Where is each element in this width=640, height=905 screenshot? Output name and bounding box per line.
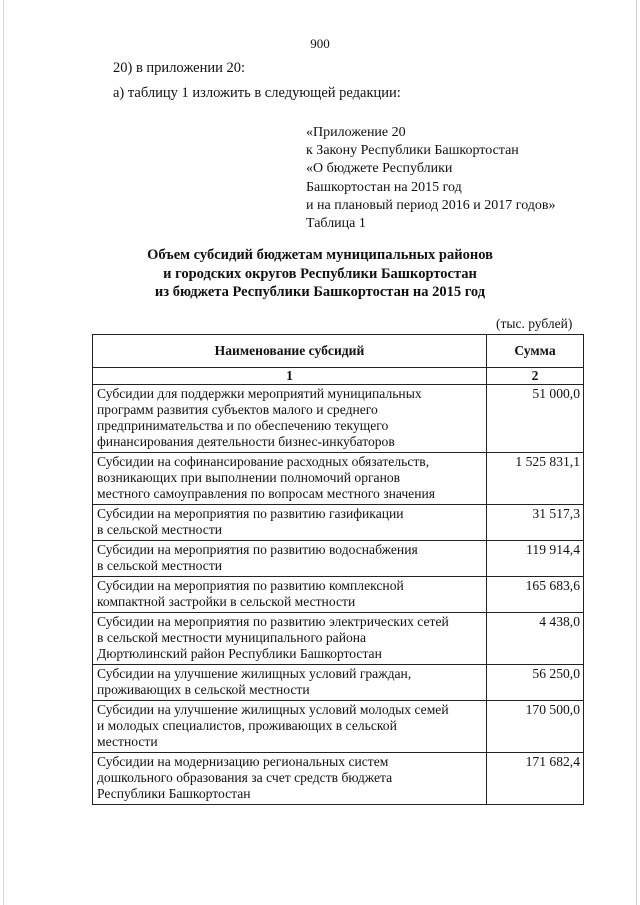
table-row <box>93 753 584 805</box>
subsidy-name-line: дошкольного образования за счет средств бюджета <box>97 770 393 785</box>
column-header-amount: Сумма <box>487 335 584 368</box>
subsidy-amount: 165 683,6 <box>487 577 584 613</box>
subsidy-name-line: компактной застройки в сельской местности <box>97 594 356 609</box>
subsidy-amount: 1 525 831,1 <box>487 453 584 505</box>
subsidy-name-line: Субсидии на мероприятия по развитию водоснабжения <box>97 542 418 557</box>
subsidy-name <box>93 505 487 541</box>
subsidy-name-line: и молодых специалистов, проживающих в сельской <box>97 718 397 733</box>
subsidy-name-line: проживающих в сельской местности <box>97 682 310 697</box>
column-number: 1 <box>93 368 487 385</box>
subsidy-name-line: финансирования деятельности бизнес-инкубаторов <box>97 434 395 449</box>
subsidy-amount: 4 438,0 <box>487 613 584 665</box>
subsidy-name-line: Субсидии на улучшение жилищных условий граждан, <box>97 666 412 681</box>
table-row <box>93 385 584 453</box>
subsidy-name-line: Субсидии на мероприятия по развитию комплексной <box>97 578 404 593</box>
subsidy-name <box>93 577 487 613</box>
subsidy-amount: 31 517,3 <box>487 505 584 541</box>
table-row <box>93 505 584 541</box>
table-row <box>93 541 584 577</box>
scan-edge-left <box>3 0 4 905</box>
subsidy-name <box>93 453 487 505</box>
subsidy-amount: 170 500,0 <box>487 701 584 753</box>
subsidy-name <box>93 613 487 665</box>
subsidy-name-line: предпринимательства и по обеспечению текущего <box>97 418 389 433</box>
subsidy-amount: 51 000,0 <box>487 385 584 453</box>
appendix-line: «Приложение 20 <box>306 125 406 140</box>
appendix-header <box>306 124 556 233</box>
intro-line-2: а) таблицу 1 изложить в следующей редакции: <box>113 85 401 101</box>
column-number: 2 <box>487 368 584 385</box>
subsidy-name-line: Дюртюлинский район Республики Башкортостан <box>97 646 382 661</box>
subsidy-name-line: в сельской местности <box>97 558 223 573</box>
subsidy-name <box>93 665 487 701</box>
subsidy-amount: 171 682,4 <box>487 753 584 805</box>
subsidy-name-line: Субсидии на мероприятия по развитию газификации <box>97 506 404 521</box>
subsidy-name-line: Субсидии на софинансирование расходных обязательств, <box>97 454 430 469</box>
appendix-line: к Закону Республики Башкортостан <box>306 143 519 159</box>
intro-line-1: 20) в приложении 20: <box>113 60 246 76</box>
table-row <box>93 665 584 701</box>
subsidy-name-line: возникающих при выполнении полномочий органов <box>97 470 401 485</box>
subsidy-name-line: Субсидии для поддержки мероприятий муниципальных <box>97 386 422 401</box>
subsidy-name-line: местности <box>97 734 158 749</box>
subsidy-name <box>93 541 487 577</box>
subsidy-name-line: Субсидии на мероприятия по развитию электрических сетей <box>97 614 449 629</box>
subsidy-name-line: Республики Башкортостан <box>97 786 251 801</box>
table-title-line: из бюджета Республики Башкортостан на 2015 год <box>154 284 486 300</box>
subsidy-amount: 119 914,4 <box>487 541 584 577</box>
subsidy-name <box>93 753 487 805</box>
scan-edge-right <box>636 0 637 905</box>
subsidy-name-line: в сельской местности муниципального района <box>97 630 367 645</box>
subsidy-name <box>93 701 487 753</box>
page-number: 900 <box>310 36 330 51</box>
table-title-line: Объем субсидий бюджетам муниципальных районов <box>147 247 493 263</box>
table-title-line: и городских округов Республики Башкортостан <box>163 265 477 282</box>
column-header-name: Наименование субсидий <box>93 335 487 368</box>
subsidy-name-line: местного самоуправления по вопросам местного значения <box>97 486 436 501</box>
table-header-row <box>93 335 584 368</box>
subsidy-name-line: Субсидии на модернизацию региональных систем <box>97 754 389 769</box>
appendix-line: и на плановый период 2016 и 2017 годов» <box>306 197 556 213</box>
subsidies-table <box>92 334 584 805</box>
units-label: (тыс. рублей) <box>496 316 573 331</box>
subsidy-name <box>93 385 487 453</box>
subsidy-name-line: программ развития субъектов малого и среднего <box>97 402 378 417</box>
table-row <box>93 577 584 613</box>
table-row <box>93 613 584 665</box>
table-row <box>93 701 584 753</box>
subsidy-amount: 56 250,0 <box>487 665 584 701</box>
appendix-line: «О бюджете Республики <box>306 161 453 177</box>
table-row <box>93 453 584 505</box>
column-number-row <box>93 368 584 385</box>
subsidy-name-line: Субсидии на улучшение жилищных условий молодых семей <box>97 702 449 717</box>
appendix-line: Таблица 1 <box>306 216 366 232</box>
appendix-line: Башкортостан на 2015 год <box>306 179 462 195</box>
subsidy-name-line: в сельской местности <box>97 522 223 537</box>
table-title <box>0 246 640 302</box>
